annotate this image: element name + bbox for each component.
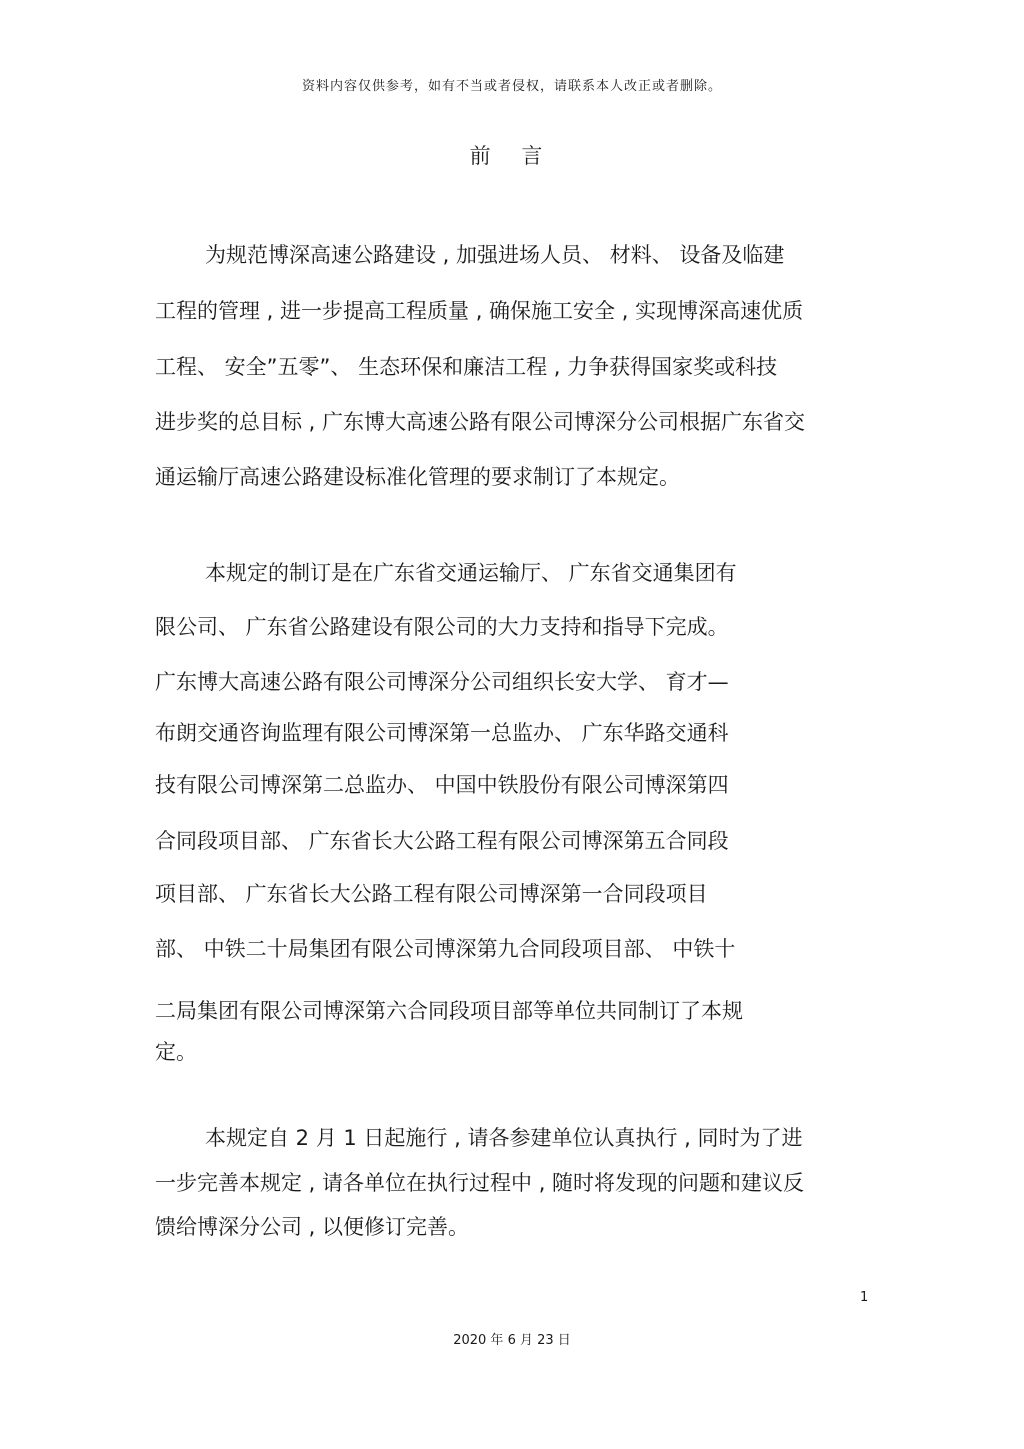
- paragraph-2-line-2: 限公司、 广东省公路建设有限公司的大力支持和指导下完成。: [155, 615, 729, 639]
- paragraph-1-line-4: 进步奖的总目标 , 广东博大高速公路有限公司博深分公司根据广东省交: [155, 410, 806, 434]
- page-title: 前 言: [469, 144, 555, 168]
- paragraph-2-line-7: 项目部、 广东省长大公路工程有限公司博深第一合同段项目: [155, 882, 708, 906]
- paragraph-3-line-2: 一步完善本规定 , 请各单位在执行过程中 , 随时将发现的问题和建议反: [155, 1171, 805, 1195]
- paragraph-2-line-6: 合同段项目部、 广东省长大公路工程有限公司博深第五合同段: [155, 829, 729, 853]
- paragraph-2-line-10: 定。: [155, 1040, 197, 1064]
- paragraph-2-line-1: 本规定的制订是在广东省交通运输厅、 广东省交通集团有: [205, 561, 737, 585]
- paragraph-3-line-1: 本规定自 2 月 1 日起施行 , 请各参建单位认真执行 , 同时为了进: [205, 1126, 803, 1150]
- paragraph-1-line-1: 为规范博深高速公路建设 , 加强进场人员、 材料、 设备及临建: [205, 243, 785, 267]
- page-number: 1: [860, 1290, 869, 1305]
- paragraph-2-line-3: 广东博大高速公路有限公司博深分公司组织长安大学、 育才—: [155, 670, 729, 694]
- footer-date: 2020 年 6 月 23 日: [453, 1333, 571, 1348]
- disclaimer-header: 资料内容仅供参考，如有不当或者侵权，请联系本人改正或者删除。: [301, 79, 722, 94]
- paragraph-2-line-8: 部、 中铁二十局集团有限公司博深第九合同段项目部、 中铁十: [155, 937, 736, 961]
- paragraph-1-line-5: 通运输厅高速公路建设标准化管理的要求制订了本规定。: [155, 465, 680, 489]
- paragraph-1-line-3: 工程、 安全”五零”、 生态环保和廉洁工程 , 力争获得国家奖或科技: [155, 355, 778, 379]
- paragraph-2-line-9: 二局集团有限公司博深第六合同段项目部等单位共同制订了本规: [155, 999, 743, 1023]
- paragraph-2-line-5: 技有限公司博深第二总监办、 中国中铁股份有限公司博深第四: [155, 773, 729, 797]
- paragraph-1-line-2: 工程的管理 , 进一步提高工程质量 , 确保施工安全 , 实现博深高速优质: [155, 299, 804, 323]
- paragraph-3-line-3: 馈给博深分公司 , 以便修订完善。: [155, 1215, 470, 1239]
- paragraph-2-line-4: 布朗交通咨询监理有限公司博深第一总监办、 广东华路交通科: [155, 721, 729, 745]
